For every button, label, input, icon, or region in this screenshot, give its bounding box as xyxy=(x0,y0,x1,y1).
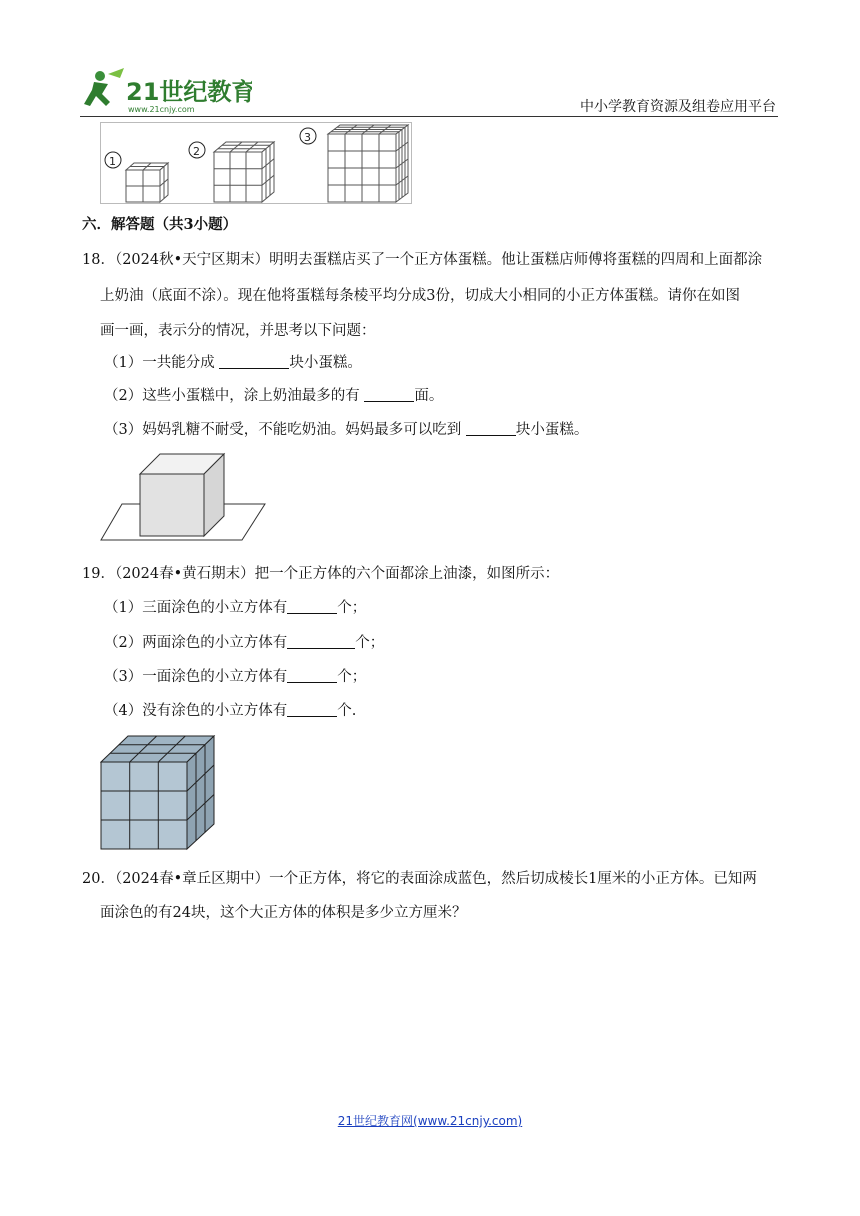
site-logo xyxy=(80,66,252,116)
logo-url: www.21cnjy.com xyxy=(128,105,195,114)
cube-on-plane-figure xyxy=(100,450,268,542)
q19-sub2-suffix: 个； xyxy=(355,635,385,651)
q18-sub1-prefix: （1）一共能分成 xyxy=(104,355,220,371)
q19-sub3 xyxy=(104,666,366,688)
q19-sub4-prefix: （4）没有涂色的小立方体有 xyxy=(104,703,288,719)
q19-line1: 19．（2024春•黄石期末）把一个正方体的六个面都涂上油漆，如图所示： xyxy=(82,566,560,582)
answer-blank[interactable] xyxy=(466,421,516,436)
logo-text: 21世纪教育 xyxy=(126,78,252,106)
svg-text:3: 3 xyxy=(304,131,311,144)
answer-blank[interactable] xyxy=(287,599,337,614)
q18-line2: 上奶油（底面不涂）。现在他将蛋糕每条棱平均分成3份，切成大小相同的小正方体蛋糕。请你在如图 xyxy=(100,288,740,304)
q18-sub1-suffix: 块小蛋糕。 xyxy=(289,355,362,371)
q19-sub1 xyxy=(104,597,366,619)
answer-blank[interactable] xyxy=(219,354,289,369)
q18-sub2-prefix: （2）这些小蛋糕中，涂上奶油最多的有 xyxy=(104,388,365,404)
svg-text:1: 1 xyxy=(109,155,116,168)
q20-line2: 面涂色的有24块，这个大正方体的体积是多少立方厘米？ xyxy=(100,905,467,921)
q20-line1: 20．（2024春•章丘区期中）一个正方体，将它的表面涂成蓝色，然后切成棱长1厘米的小正方体。已知两 xyxy=(82,871,757,887)
q19-sub3-prefix: （3）一面涂色的小立方体有 xyxy=(104,669,288,685)
footer xyxy=(0,1112,860,1129)
q18-sub2-suffix: 面。 xyxy=(414,388,444,404)
q18-sub3 xyxy=(104,419,588,441)
answer-blank[interactable] xyxy=(287,668,337,683)
q19-sub3-suffix: 个； xyxy=(337,669,367,685)
answer-blank[interactable] xyxy=(287,634,355,649)
section-title: 六．解答题（共3小题） xyxy=(82,216,238,233)
q19-sub2-prefix: （2）两面涂色的小立方体有 xyxy=(104,635,288,651)
q18-sub3-prefix: （3）妈妈乳糖不耐受，不能吃奶油。妈妈最多可以吃到 xyxy=(104,422,466,438)
q19-sub2 xyxy=(104,632,384,654)
runner-icon xyxy=(84,68,124,106)
cubes-figure xyxy=(100,122,412,204)
painted-cube-figure xyxy=(100,735,216,851)
footer-link[interactable]: 21世纪教育网(www.21cnjy.com) xyxy=(337,1114,523,1128)
q18-sub1 xyxy=(104,352,362,374)
q18-line3: 画一画，表示分的情况，并思考以下问题： xyxy=(100,323,376,339)
q18-sub3-suffix: 块小蛋糕。 xyxy=(515,422,589,438)
q18-line1: 18．（2024秋•天宁区期末）明明去蛋糕店买了一个正方体蛋糕。他让蛋糕店师傅将蛋糕的四周和上面都涂 xyxy=(82,252,763,268)
q19-sub1-prefix: （1）三面涂色的小立方体有 xyxy=(104,600,288,616)
header-divider xyxy=(80,116,778,117)
answer-blank[interactable] xyxy=(364,387,414,402)
svg-text:2: 2 xyxy=(193,145,200,158)
q19-sub4-suffix: 个. xyxy=(337,703,357,719)
q19-sub1-suffix: 个； xyxy=(337,600,367,616)
q18-sub2 xyxy=(104,385,443,407)
answer-blank[interactable] xyxy=(287,702,337,717)
q19-sub4 xyxy=(104,700,356,722)
platform-name: 中小学教育资源及组卷应用平台 xyxy=(580,99,776,115)
